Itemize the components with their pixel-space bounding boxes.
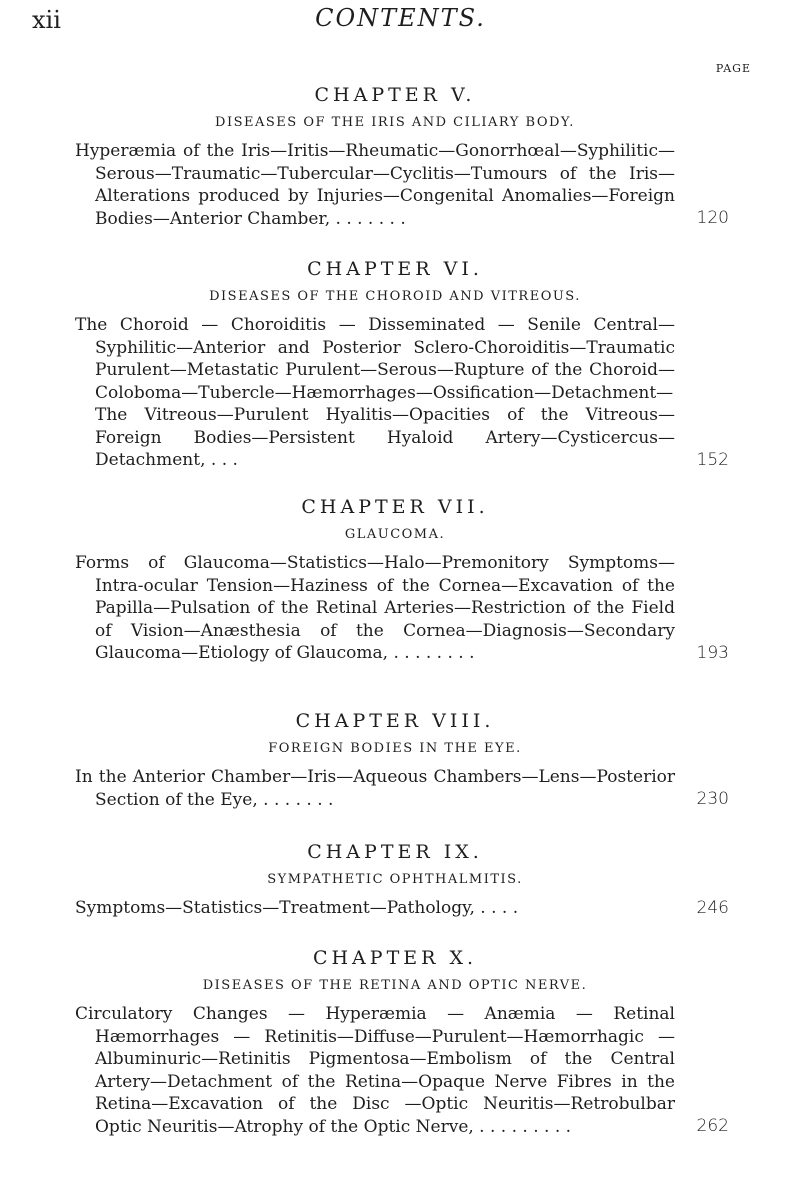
toc-entry (75, 140, 765, 230)
chapter-8 (75, 708, 795, 811)
entry-text: The Choroid — Choroiditis — Disseminated — Senile Central—Syphilitic—Anterior and Posterior Sclero-Choroiditis—Traumatic Purulent—Metastatic Purulent—Serous—Rupture of the Choroid—Coloboma—Tubercle—Hæmorrhages—Ossification—Detachment—The Vitreous—Purulent Hyalitis—Opacities of the Vitreous—Foreign Bodies—Persistent Hyaloid Artery—Cysticercus—Detachment, (75, 315, 675, 470)
toc-entry (75, 766, 765, 811)
chapter-subtitle: SYMPATHETIC OPHTHALMITIS. (267, 872, 523, 887)
chapter-subtitle: DISEASES OF THE CHOROID AND VITREOUS. (209, 289, 581, 304)
page-number: xii (32, 6, 61, 34)
leader-dots: . . . (205, 450, 238, 470)
leader-dots: . . . . . . . (330, 208, 406, 229)
page-ref: 152 (696, 449, 729, 470)
toc-entry (75, 314, 765, 472)
entry-text: Hyperæmia of the Iris—Iritis—Rheumatic—Gonorrhœal—Syphilitic—Serous—Traumatic—Tubercular—Cyclitis—Tumours of the Iris—Alterations produced by Injuries—Congenital Anomalies—Foreign Bodies—Anterior Chamber, (75, 141, 675, 229)
chapter-title: CHAPTER V. (314, 84, 476, 106)
chapter-7 (75, 494, 795, 665)
page-ref: 230 (696, 789, 729, 809)
chapter-subtitle: DISEASES OF THE RETINA AND OPTIC NERVE. (202, 978, 588, 993)
page-ref: 262 (696, 1116, 729, 1136)
chapter-10 (75, 945, 795, 1138)
chapter-title: CHAPTER VIII. (295, 710, 495, 732)
leader-dots: . . . . . . . . (388, 643, 475, 663)
chapter-title: CHAPTER VI. (307, 258, 483, 280)
entry-text: Forms of Glaucoma—Statistics—Halo—Premonitory Symptoms—Intra-ocular Tension—Haziness of the Cornea—Excavation of the Papilla—Pulsation of the Retinal Arteries—Restriction of the Field of Vision—Anæsthesia of the Cornea—Diagnosis—Secondary Glaucoma—Etiology of Glaucoma, (75, 553, 675, 663)
entry-text: In the Anterior Chamber—Iris—Aqueous Chambers—Lens—Posterior Section of the Eye, (75, 767, 675, 810)
chapter-6 (75, 256, 795, 472)
chapter-9 (75, 839, 795, 920)
chapter-subtitle: GLAUCOMA. (344, 527, 446, 542)
page-ref: 120 (696, 208, 729, 228)
page-ref: 193 (696, 642, 729, 663)
chapter-title: CHAPTER VII. (301, 496, 489, 518)
chapter-title: CHAPTER IX. (307, 841, 483, 863)
chapter-subtitle: FOREIGN BODIES IN THE EYE. (268, 741, 522, 756)
entry-text: Symptoms—Statistics—Treatment—Pathology, (75, 898, 475, 918)
toc-entry (75, 552, 765, 665)
page-column-label: PAGE (715, 62, 751, 75)
chapter-title: CHAPTER X. (312, 947, 478, 969)
chapter-5 (75, 82, 795, 230)
toc-entry (75, 1003, 765, 1138)
leader-dots: . . . . (474, 898, 519, 918)
toc-entry (75, 897, 765, 920)
leader-dots: . . . . . . . . . (473, 1116, 572, 1137)
entry-text: Circulatory Changes — Hyperæmia — Anæmia — Retinal Hæmorrhages — Retinitis—Diffuse—Purulent—Hæmorrhagic —Albuminuric—Retinitis Pigmentosa—Embolism of the Central Artery—Detachment of the Retina—Opaque Nerve Fibres in the Retina—Excavation of the Disc —Optic Neuritis—Retrobulbar Optic Neuritis—Atrophy of the Optic Nerve, (75, 1004, 675, 1137)
page-ref: 246 (696, 897, 729, 918)
running-head: CONTENTS. (315, 4, 486, 32)
chapter-subtitle: DISEASES OF THE IRIS AND CILIARY BODY. (215, 115, 575, 130)
leader-dots: . . . . . . . (257, 789, 334, 810)
